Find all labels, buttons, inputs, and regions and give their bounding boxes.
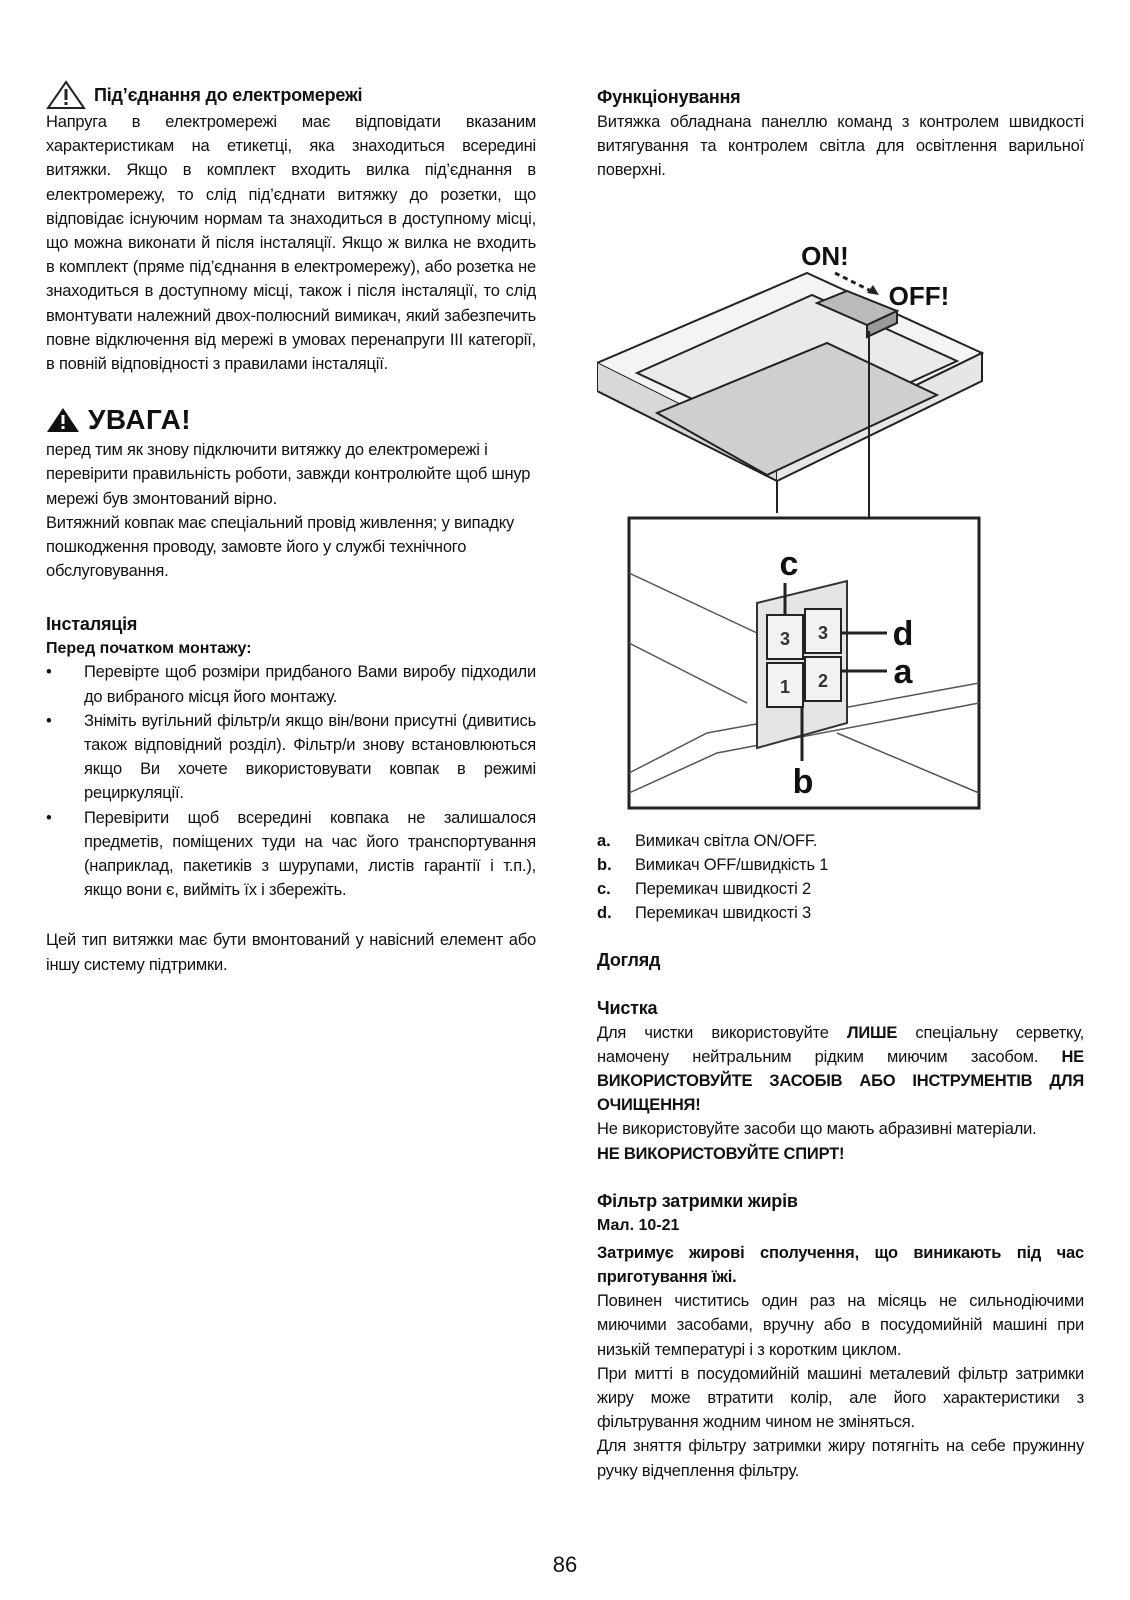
cleaning-title: Чистка (597, 997, 658, 1018)
installation-title: Інсталяція (46, 614, 138, 635)
connection-heading (46, 80, 536, 110)
hood-illustration (597, 213, 997, 823)
page-number: 86 (552, 1552, 578, 1577)
grease-filter-p1: Повинен чиститись один раз на місяць не сильнодіючими миючими засобами, вручну або в посудомийній машині при низькій температурі і з коротким циклом. (597, 1292, 1084, 1359)
list-item: • Перевірити щоб всередині ковпака не залишалося предметів, поміщених туди на час його транспортування (наприклад, пакетиків з шурупами, листів гарантії і т.п.), якщо вони є, вийміть їх і збережіть. (46, 808, 536, 900)
installation-subtitle: Перед початком монтажу: (46, 640, 252, 658)
list-item: a. Вимикач світла ON/OFF. (597, 831, 818, 850)
control-panel-figure (597, 213, 997, 823)
figure-label-c: c (779, 544, 799, 583)
operation-title: Функціонування (597, 87, 741, 107)
button-top-left-label: 3 (779, 628, 791, 649)
grease-filter-p3: Для зняття фільтру затримки жиру потягніть на себе пружинну ручку відчеплення фільтру. (597, 1437, 1084, 1480)
list-item: c. Перемикач швидкості 2 (597, 879, 811, 898)
figure-label-d: d (892, 614, 914, 653)
connection-text: Напруга в електромережі має відповідати вказаним характеристикам на етикетці, яка знаходиться всередині витяжки. Якщо в комплект входить вилка під’єднання в електромережу, то слід під’єднати витяжку до розетки, що відповідає існуючим нормам та знаходиться в доступному місці, що можна виконати й після інсталяції. Якщо ж вилка не входить в комплект (пряме під’єднання в електромережу), або розетка не знаходиться в доступному місці, також і після інсталяції, то слід вмонтувати належний двох-полюсний вимикач, який забезпечить повне відключення від мережі в умовах перенапруги III категорії, в повній відповідності з правилами інсталяції. (46, 113, 536, 374)
button-top-right-label: 3 (817, 622, 829, 643)
figure-label-off: OFF! (888, 280, 950, 311)
grease-filter-lead: Затримує жирові сполучення, що виникають під час приготування їжі. (597, 1243, 1084, 1287)
figure-legend (597, 829, 1084, 925)
left-column (46, 85, 536, 977)
warning-icon (46, 407, 80, 433)
figure-label-b: b (792, 762, 814, 801)
cleaning-warning: НЕ ВИКОРИСТОВУЙТЕ СПИРТ! (597, 1144, 845, 1163)
warning-icon (46, 80, 86, 110)
figure-label-a: a (893, 652, 913, 691)
right-column (597, 88, 1084, 1483)
warning-heading (46, 402, 536, 438)
operation-text: Витяжка обладнана панеллю команд з контролем швидкості витягування та контролем світла для освітлення варильної поверхні. (597, 113, 1084, 180)
warning-title: УВАГА! (88, 404, 192, 436)
installation-closing: Цей тип витяжки має бути вмонтований у навісний елемент або іншу систему підтримки. (46, 931, 536, 974)
list-item: • Перевірте щоб розміри придбаного Вами виробу підходили до вибраного місця його монтажу. (46, 663, 536, 706)
button-bottom-right-label: 2 (817, 670, 829, 691)
grease-filter-title: Фільтр затримки жирів (597, 1190, 798, 1211)
connection-title: Під’єднання до електромережі (94, 85, 363, 105)
cleaning-text: Для чистки використовуйте ЛИШЕ спеціальну серветку, намочену нейтральним рідким миючим засобом. НЕ ВИКОРИСТОВУЙТЕ ЗАСОБІВ АБО ІНСТРУМЕНТІВ ДЛЯ ОЧИЩЕННЯ! (597, 1023, 1084, 1115)
list-item: d. Перемикач швидкості 3 (597, 903, 811, 922)
care-title: Догляд (597, 949, 661, 970)
grease-filter-p2: При митті в посудомийній машині металевий фільтр затримки жиру може втратити колір, але його характеристики з фільтрування жодним чином не зміняться. (597, 1364, 1084, 1432)
warning-text-2: Витяжний ковпак має спеціальний провід живлення; у випадку пошкодження проводу, замовте його у службі технічного обслуговування. (46, 513, 514, 581)
warning-text-1: перед тим як знову підключити витяжку до електромережі і перевірити правильність роботи, завжди контролюйте щоб шнур мережі був змонтований вірно. (46, 441, 531, 508)
installation-list (46, 660, 536, 902)
figure-label-on: ON! (801, 240, 849, 271)
button-bottom-left-label: 1 (779, 676, 791, 697)
cleaning-text-2: Не використовуйте засоби що мають абразивні матеріали. (597, 1120, 1037, 1139)
list-item: • Зніміть вугільний фільтр/и якщо він/вони присутні (дивитись також відповідний розділ). Фільтр/и знову встановлюються якщо Ви хочете використовувати ковпак в режимі рециркуляції. (46, 711, 536, 803)
grease-filter-fig-ref: Мал. 10-21 (597, 1216, 680, 1234)
list-item: b. Вимикач OFF/швидкість 1 (597, 855, 829, 874)
